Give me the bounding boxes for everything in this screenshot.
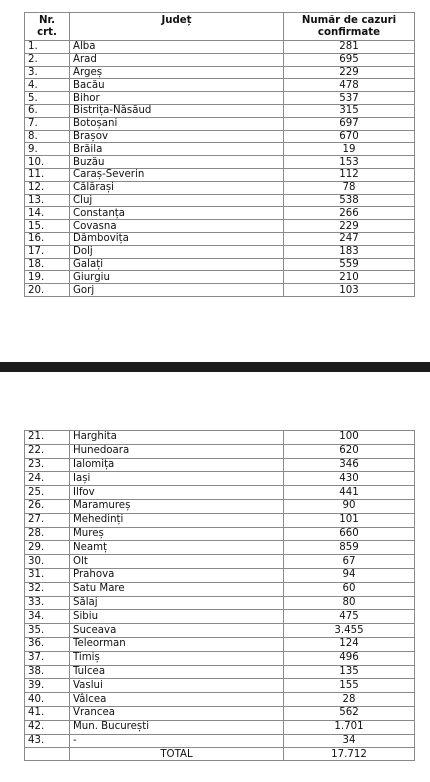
county-name-cell: Sibiu <box>70 610 284 624</box>
row-number-cell: 17. <box>25 245 70 258</box>
cases-count-cell: 559 <box>284 258 415 271</box>
row-number-cell: 26. <box>25 499 70 513</box>
table-row <box>25 194 415 207</box>
row-number-cell: 23. <box>25 458 70 472</box>
cases-count-cell: 430 <box>284 472 415 486</box>
county-name-cell: Argeș <box>70 66 284 79</box>
cases-count-cell: 346 <box>284 458 415 472</box>
county-name-cell: Harghita <box>70 431 284 445</box>
row-number-cell: 24. <box>25 472 70 486</box>
county-name-cell: Galați <box>70 258 284 271</box>
header-county-label: Județ <box>161 15 192 26</box>
table-row <box>25 651 415 665</box>
row-number-cell: 42. <box>25 720 70 734</box>
row-number-cell: 16. <box>25 232 70 245</box>
county-name-cell: Brașov <box>70 130 284 143</box>
cases-count-cell: 1.701 <box>284 720 415 734</box>
cases-count-cell: 859 <box>284 541 415 555</box>
table-row <box>25 624 415 638</box>
county-name-cell: Hunedoara <box>70 444 284 458</box>
county-name-cell: Teleorman <box>70 637 284 651</box>
county-name-cell: Caraș-Severin <box>70 168 284 181</box>
table-header-row <box>25 13 415 41</box>
table-row <box>25 693 415 707</box>
row-number-cell: 41. <box>25 706 70 720</box>
row-number-cell: 33. <box>25 596 70 610</box>
table-row <box>25 665 415 679</box>
cases-count-cell: 620 <box>284 444 415 458</box>
total-row <box>25 748 415 761</box>
row-number-cell: 22. <box>25 444 70 458</box>
cases-count-cell: 478 <box>284 79 415 92</box>
table-row <box>25 258 415 271</box>
table-row <box>25 245 415 258</box>
cases-count-cell: 78 <box>284 181 415 194</box>
table-row <box>25 637 415 651</box>
row-number-cell: 27. <box>25 513 70 527</box>
row-number-cell: 40. <box>25 693 70 707</box>
cases-count-cell: 210 <box>284 271 415 284</box>
table-row <box>25 92 415 105</box>
row-number-cell: 37. <box>25 651 70 665</box>
table-row <box>25 596 415 610</box>
table-row <box>25 472 415 486</box>
cases-count-cell: 60 <box>284 582 415 596</box>
cases-count-cell: 475 <box>284 610 415 624</box>
county-name-cell: Buzău <box>70 156 284 169</box>
cases-count-cell: 94 <box>284 568 415 582</box>
header-cases-label: Număr de cazuri confirmate <box>301 15 397 38</box>
table-row <box>25 168 415 181</box>
cases-table-part-1 <box>24 12 415 297</box>
county-name-cell: Mun. București <box>70 720 284 734</box>
county-name-cell: Covasna <box>70 220 284 233</box>
county-name-cell: Alba <box>70 41 284 54</box>
cases-count-cell: 90 <box>284 499 415 513</box>
county-name-cell: Arad <box>70 53 284 66</box>
cases-count-cell: 247 <box>284 232 415 245</box>
table-row <box>25 513 415 527</box>
county-name-cell: Timiș <box>70 651 284 665</box>
county-name-cell: Neamț <box>70 541 284 555</box>
table-row <box>25 444 415 458</box>
cases-count-cell: 34 <box>284 734 415 748</box>
row-number-cell: 30. <box>25 555 70 569</box>
table-row <box>25 220 415 233</box>
row-number-cell: 28. <box>25 527 70 541</box>
table-row <box>25 207 415 220</box>
table-row <box>25 706 415 720</box>
header-cases <box>284 13 415 41</box>
total-value: 17.712 <box>284 748 415 761</box>
cases-count-cell: 183 <box>284 245 415 258</box>
table-row <box>25 555 415 569</box>
row-number-cell: 11. <box>25 168 70 181</box>
table-row <box>25 527 415 541</box>
county-name-cell: Ilfov <box>70 486 284 500</box>
row-number-cell: 20. <box>25 284 70 297</box>
table-row <box>25 79 415 92</box>
cases-count-cell: 124 <box>284 637 415 651</box>
total-nr-cell <box>25 748 70 761</box>
table-row <box>25 679 415 693</box>
table-row <box>25 66 415 79</box>
total-label: TOTAL <box>70 748 284 761</box>
row-number-cell: 14. <box>25 207 70 220</box>
county-name-cell: Iași <box>70 472 284 486</box>
table-row <box>25 610 415 624</box>
cases-count-cell: 67 <box>284 555 415 569</box>
county-name-cell: Olt <box>70 555 284 569</box>
cases-count-cell: 562 <box>284 706 415 720</box>
cases-count-cell: 80 <box>284 596 415 610</box>
table-row <box>25 104 415 117</box>
cases-count-cell: 100 <box>284 431 415 445</box>
row-number-cell: 18. <box>25 258 70 271</box>
cases-count-cell: 3.455 <box>284 624 415 638</box>
row-number-cell: 21. <box>25 431 70 445</box>
row-number-cell: 32. <box>25 582 70 596</box>
cases-count-cell: 135 <box>284 665 415 679</box>
table-row <box>25 232 415 245</box>
county-name-cell: Dâmbovița <box>70 232 284 245</box>
cases-count-cell: 281 <box>284 41 415 54</box>
table-row <box>25 181 415 194</box>
cases-count-cell: 19 <box>284 143 415 156</box>
row-number-cell: 8. <box>25 130 70 143</box>
table-row <box>25 431 415 445</box>
row-number-cell: 38. <box>25 665 70 679</box>
table-row <box>25 143 415 156</box>
county-name-cell: Bistrița-Năsăud <box>70 104 284 117</box>
cases-count-cell: 101 <box>284 513 415 527</box>
cases-count-cell: 229 <box>284 66 415 79</box>
cases-count-cell: 670 <box>284 130 415 143</box>
county-name-cell: Bacău <box>70 79 284 92</box>
header-nr-crt-label: Nr. crt. <box>37 15 57 38</box>
cases-count-cell: 155 <box>284 679 415 693</box>
header-county <box>70 13 284 41</box>
row-number-cell: 34. <box>25 610 70 624</box>
table-row <box>25 156 415 169</box>
row-number-cell: 1. <box>25 41 70 54</box>
county-name-cell: Dolj <box>70 245 284 258</box>
county-name-cell: Prahova <box>70 568 284 582</box>
table-row <box>25 582 415 596</box>
county-name-cell: - <box>70 734 284 748</box>
cases-count-cell: 441 <box>284 486 415 500</box>
row-number-cell: 15. <box>25 220 70 233</box>
county-name-cell: Vâlcea <box>70 693 284 707</box>
county-name-cell: Vrancea <box>70 706 284 720</box>
county-name-cell: Suceava <box>70 624 284 638</box>
county-name-cell: Ialomița <box>70 458 284 472</box>
table-row <box>25 53 415 66</box>
table-row <box>25 284 415 297</box>
table-row <box>25 271 415 284</box>
cases-count-cell: 103 <box>284 284 415 297</box>
row-number-cell: 31. <box>25 568 70 582</box>
row-number-cell: 36. <box>25 637 70 651</box>
row-number-cell: 3. <box>25 66 70 79</box>
table-row <box>25 117 415 130</box>
county-name-cell: Gorj <box>70 284 284 297</box>
table-row <box>25 130 415 143</box>
row-number-cell: 25. <box>25 486 70 500</box>
county-name-cell: Tulcea <box>70 665 284 679</box>
county-name-cell: Călărași <box>70 181 284 194</box>
county-name-cell: Vaslui <box>70 679 284 693</box>
table-row <box>25 458 415 472</box>
row-number-cell: 43. <box>25 734 70 748</box>
row-number-cell: 35. <box>25 624 70 638</box>
row-number-cell: 10. <box>25 156 70 169</box>
row-number-cell: 19. <box>25 271 70 284</box>
table-row <box>25 541 415 555</box>
row-number-cell: 9. <box>25 143 70 156</box>
row-number-cell: 6. <box>25 104 70 117</box>
header-nr-crt <box>25 13 70 41</box>
cases-count-cell: 28 <box>284 693 415 707</box>
county-name-cell: Cluj <box>70 194 284 207</box>
row-number-cell: 7. <box>25 117 70 130</box>
table-row <box>25 720 415 734</box>
cases-table-part-2 <box>24 430 415 761</box>
row-number-cell: 12. <box>25 181 70 194</box>
cases-count-cell: 153 <box>284 156 415 169</box>
table-row <box>25 486 415 500</box>
table-row <box>25 734 415 748</box>
cases-count-cell: 112 <box>284 168 415 181</box>
county-name-cell: Mehedinți <box>70 513 284 527</box>
county-name-cell: Maramureș <box>70 499 284 513</box>
county-name-cell: Bihor <box>70 92 284 105</box>
row-number-cell: 39. <box>25 679 70 693</box>
county-name-cell: Mureș <box>70 527 284 541</box>
county-name-cell: Constanța <box>70 207 284 220</box>
cases-count-cell: 315 <box>284 104 415 117</box>
cases-count-cell: 697 <box>284 117 415 130</box>
cases-count-cell: 229 <box>284 220 415 233</box>
cases-count-cell: 660 <box>284 527 415 541</box>
cases-count-cell: 537 <box>284 92 415 105</box>
row-number-cell: 13. <box>25 194 70 207</box>
row-number-cell: 2. <box>25 53 70 66</box>
table-row <box>25 499 415 513</box>
cases-count-cell: 695 <box>284 53 415 66</box>
county-name-cell: Sălaj <box>70 596 284 610</box>
cases-count-cell: 496 <box>284 651 415 665</box>
cases-count-cell: 266 <box>284 207 415 220</box>
row-number-cell: 29. <box>25 541 70 555</box>
table-row <box>25 41 415 54</box>
cases-count-cell: 538 <box>284 194 415 207</box>
row-number-cell: 5. <box>25 92 70 105</box>
county-name-cell: Botoșani <box>70 117 284 130</box>
row-number-cell: 4. <box>25 79 70 92</box>
page-separator-bar <box>0 362 430 372</box>
table-row <box>25 568 415 582</box>
county-name-cell: Brăila <box>70 143 284 156</box>
county-name-cell: Satu Mare <box>70 582 284 596</box>
county-name-cell: Giurgiu <box>70 271 284 284</box>
